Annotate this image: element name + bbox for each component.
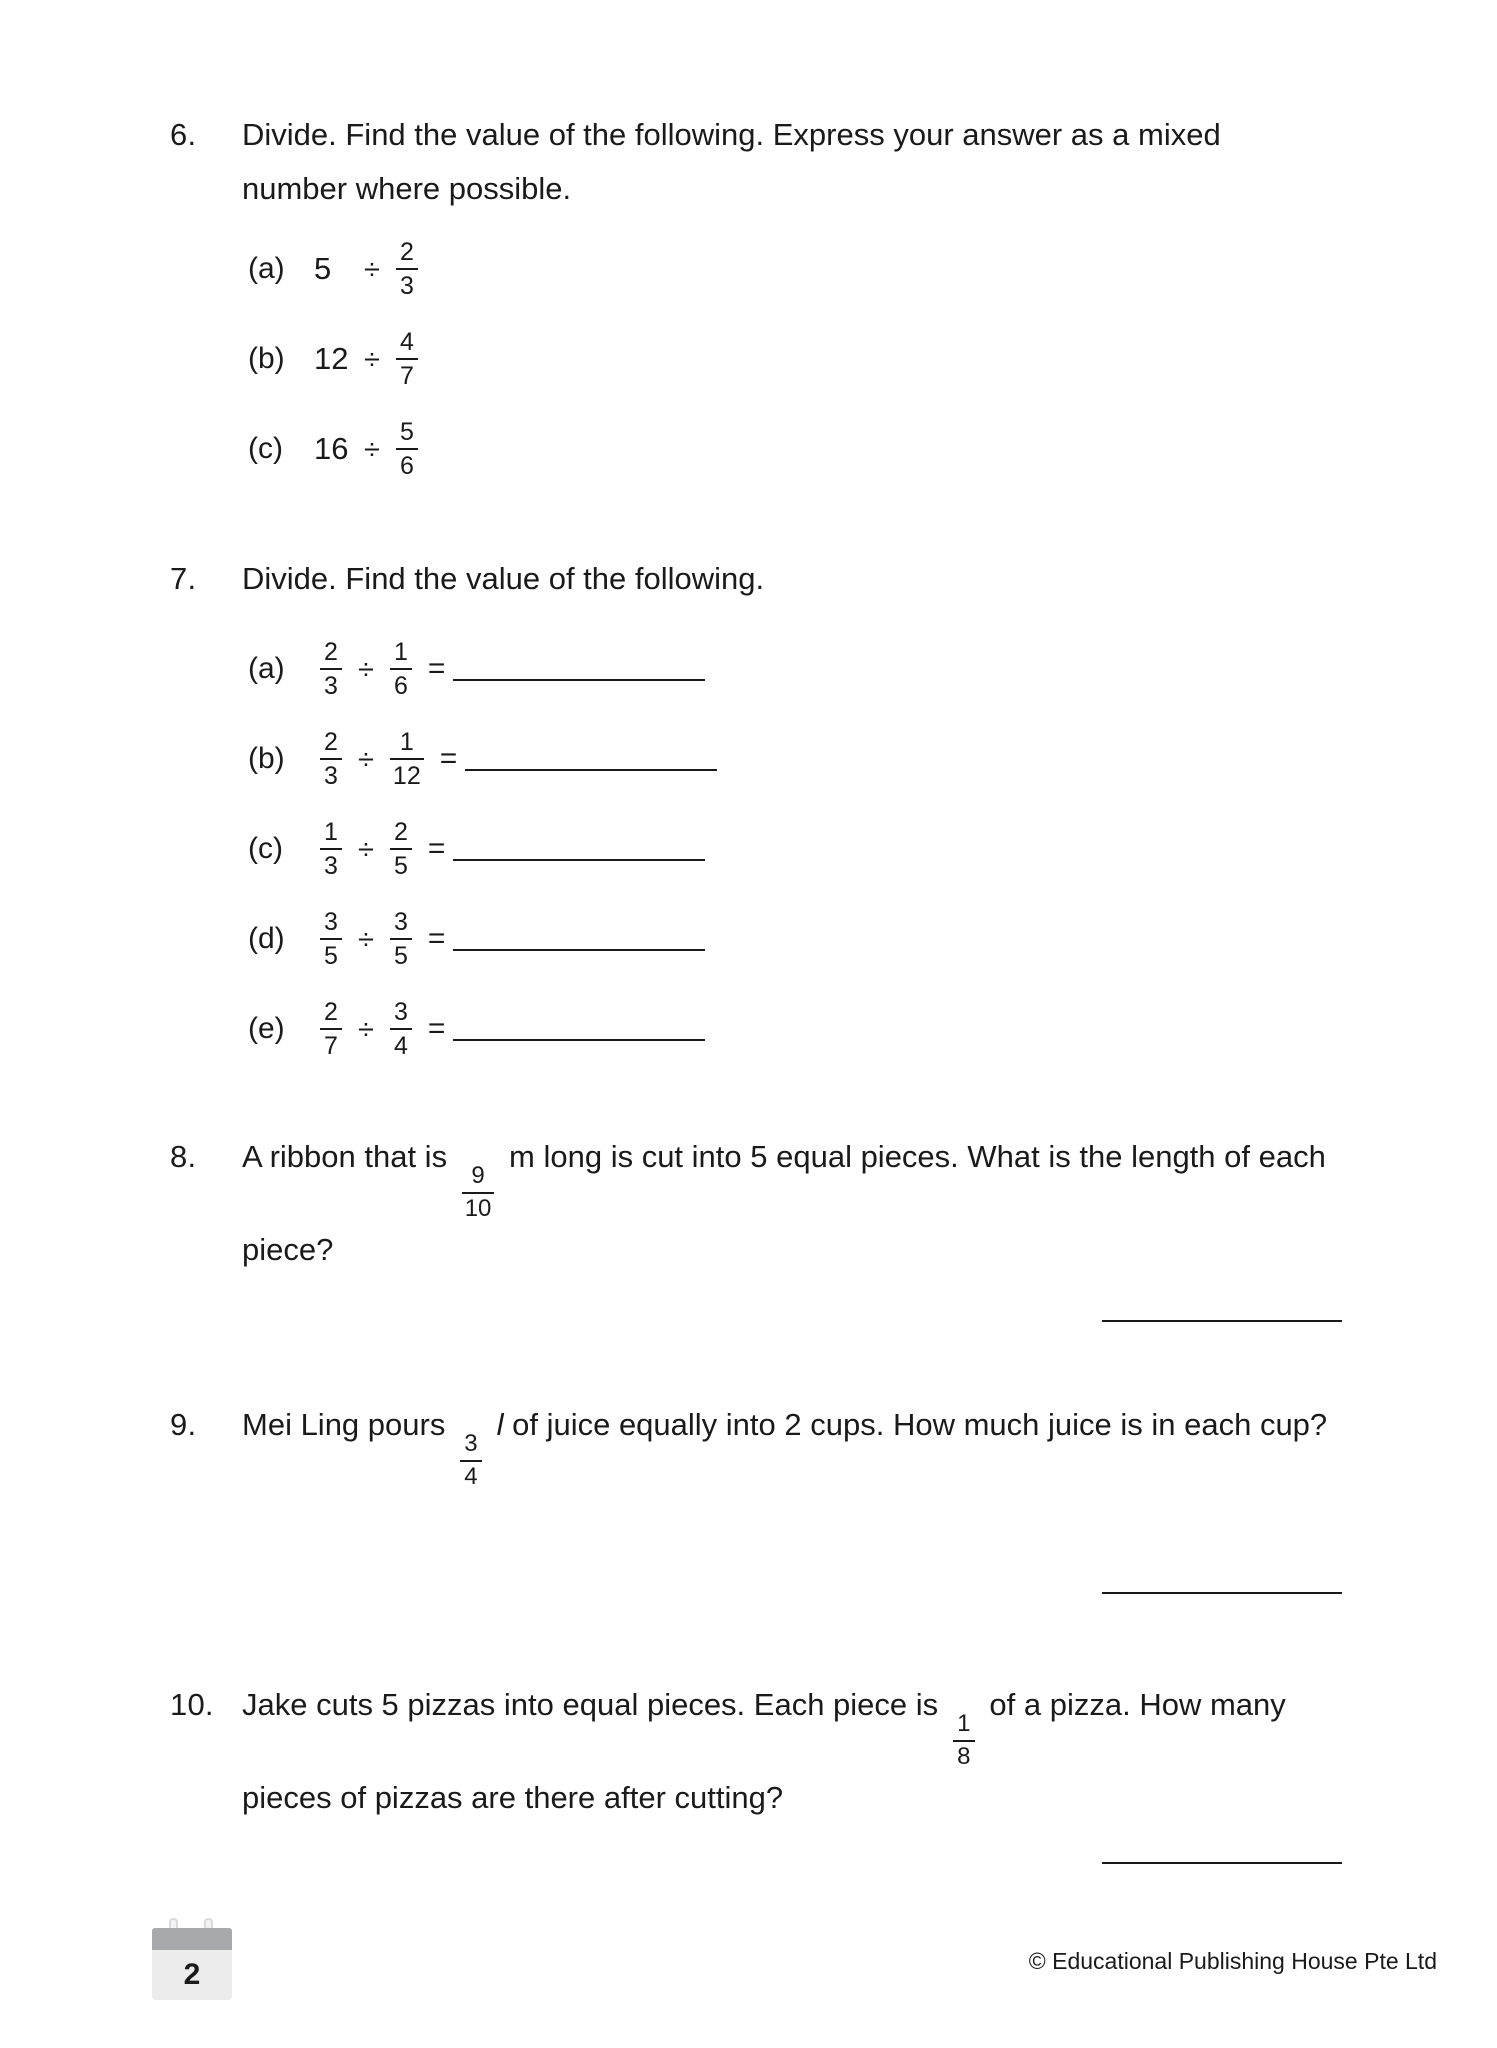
equals-sign: = <box>427 652 446 685</box>
numerator: 1 <box>324 818 338 846</box>
equals-sign: = <box>439 742 458 775</box>
denominator: 3 <box>324 852 338 880</box>
fraction-right <box>390 638 412 700</box>
answer-blank[interactable] <box>453 948 705 951</box>
question-6-text: Divide. Find the value of the following. Express your answer as a mixed number where possible. <box>242 117 1221 206</box>
numerator: 1 <box>399 728 414 756</box>
numerator: 3 <box>464 1430 478 1458</box>
divide-icon: ÷ <box>364 253 380 286</box>
question-10-answer-blank[interactable] <box>1102 1862 1342 1864</box>
question-7-part-d <box>248 908 705 970</box>
question-6 <box>170 108 1290 216</box>
fraction-bar <box>390 1028 412 1030</box>
question-8-text-after: m long is cut into 5 equal pieces. What is the length of each piece? <box>242 1139 1326 1267</box>
page-number: 2 <box>183 1958 201 1991</box>
badge-top-bar <box>152 1928 232 1950</box>
question-10-text-before: Jake cuts 5 pizzas into equal pieces. Each piece is <box>242 1687 939 1722</box>
divide-icon: ÷ <box>358 923 374 956</box>
fraction-bar <box>396 358 418 360</box>
fraction-bar <box>953 1740 975 1742</box>
fraction-bar <box>320 758 342 760</box>
denominator: 7 <box>399 362 414 390</box>
fraction-bar <box>396 268 418 270</box>
question-6-part-b <box>248 328 424 390</box>
fraction <box>396 418 418 480</box>
fraction-right <box>390 908 412 970</box>
fraction-bar <box>390 938 412 940</box>
divide-icon: ÷ <box>358 833 374 866</box>
equals-sign: = <box>427 1012 446 1045</box>
numerator: 1 <box>957 1710 971 1738</box>
fraction-left <box>320 638 342 700</box>
equals-sign: = <box>427 922 446 955</box>
divide-icon: ÷ <box>364 433 380 466</box>
part-letter: (b) <box>248 742 285 775</box>
denominator: 4 <box>393 1032 408 1060</box>
part-letter: (a) <box>248 652 285 685</box>
question-8-answer-blank[interactable] <box>1102 1320 1342 1322</box>
answer-blank[interactable] <box>465 768 717 771</box>
question-7 <box>170 552 1290 606</box>
question-7-part-a <box>248 638 705 700</box>
numerator: 3 <box>393 998 408 1026</box>
answer-blank[interactable] <box>453 1038 705 1041</box>
part-letter: (d) <box>248 922 285 955</box>
denominator: 3 <box>324 672 338 700</box>
question-9-text-before: Mei Ling pours <box>242 1407 446 1442</box>
fraction-bar <box>320 1028 342 1030</box>
numerator: 2 <box>324 998 338 1026</box>
denominator: 3 <box>324 762 338 790</box>
fraction-bar <box>460 1460 482 1462</box>
question-6-part-a <box>248 238 424 300</box>
part-letter: (e) <box>248 1012 285 1045</box>
part-letter: (a) <box>248 252 285 285</box>
question-7-part-e <box>248 998 705 1060</box>
fraction-right <box>390 998 412 1060</box>
numerator: 4 <box>399 328 414 356</box>
divide-icon: ÷ <box>364 343 380 376</box>
part-letter: (c) <box>248 432 283 465</box>
fraction-bar <box>390 848 412 850</box>
fraction <box>460 1431 482 1491</box>
denominator: 6 <box>393 672 408 700</box>
fraction-bar <box>396 448 418 450</box>
fraction-right <box>390 818 412 880</box>
equals-sign: = <box>427 832 446 865</box>
fraction-left <box>320 908 342 970</box>
part-letter: (b) <box>248 342 285 375</box>
fraction <box>953 1711 975 1771</box>
question-9 <box>170 1398 1360 1491</box>
question-10 <box>170 1678 1360 1825</box>
denominator: 5 <box>393 852 408 880</box>
divide-icon: ÷ <box>358 743 374 776</box>
answer-blank[interactable] <box>453 858 705 861</box>
question-7-part-c <box>248 818 705 880</box>
question-7-number: 7. <box>170 561 197 596</box>
denominator: 7 <box>324 1032 338 1060</box>
copyright-notice: © Educational Publishing House Pte Ltd <box>1028 1948 1437 1974</box>
fraction-bar <box>462 1192 495 1194</box>
numerator: 3 <box>324 908 338 936</box>
question-8-number: 8. <box>170 1139 197 1174</box>
whole-number: 5 <box>314 251 332 286</box>
denominator: 6 <box>399 452 414 480</box>
numerator: 2 <box>324 728 338 756</box>
question-8 <box>170 1130 1360 1277</box>
denominator: 12 <box>392 762 421 790</box>
numerator: 2 <box>399 238 414 266</box>
fraction-bar <box>320 848 342 850</box>
question-10-text-after: of a pizza. How many pieces of pizzas are there after cutting? <box>242 1687 1286 1815</box>
numerator: 9 <box>471 1162 485 1190</box>
question-8-text-before: A ribbon that is <box>242 1139 448 1174</box>
fraction <box>396 328 418 390</box>
fraction-left <box>320 728 342 790</box>
denominator: 3 <box>399 272 414 300</box>
question-6-part-c <box>248 418 424 480</box>
numerator: 1 <box>393 638 408 666</box>
part-letter: (c) <box>248 832 283 865</box>
denominator: 5 <box>393 942 408 970</box>
unit-litre-symbol: l <box>496 1407 504 1442</box>
whole-number: 12 <box>314 341 349 376</box>
denominator: 5 <box>324 942 338 970</box>
denominator: 8 <box>957 1742 971 1770</box>
fraction <box>462 1163 495 1223</box>
numerator: 5 <box>399 418 414 446</box>
question-10-number: 10. <box>170 1687 214 1722</box>
fraction-bar <box>390 668 412 670</box>
whole-number: 16 <box>314 431 349 466</box>
answer-blank[interactable] <box>453 678 705 681</box>
question-6-number: 6. <box>170 117 197 152</box>
question-9-text-after: of juice equally into 2 cups. How much juice is in each cup? <box>512 1407 1328 1442</box>
fraction-right <box>390 728 424 790</box>
page-number-badge <box>152 1918 232 2000</box>
numerator: 2 <box>393 818 408 846</box>
fraction-left <box>320 998 342 1060</box>
question-7-text: Divide. Find the value of the following. <box>242 561 765 596</box>
denominator: 10 <box>464 1194 492 1222</box>
denominator: 4 <box>464 1462 478 1490</box>
numerator: 2 <box>324 638 338 666</box>
fraction-bar <box>320 668 342 670</box>
fraction-bar <box>320 938 342 940</box>
fraction-bar <box>390 758 424 760</box>
numerator: 3 <box>393 908 408 936</box>
fraction <box>396 238 418 300</box>
divide-icon: ÷ <box>358 1013 374 1046</box>
question-9-number: 9. <box>170 1407 197 1442</box>
question-9-answer-blank[interactable] <box>1102 1592 1342 1594</box>
divide-icon: ÷ <box>358 653 374 686</box>
question-7-part-b <box>248 728 717 790</box>
fraction-left <box>320 818 342 880</box>
